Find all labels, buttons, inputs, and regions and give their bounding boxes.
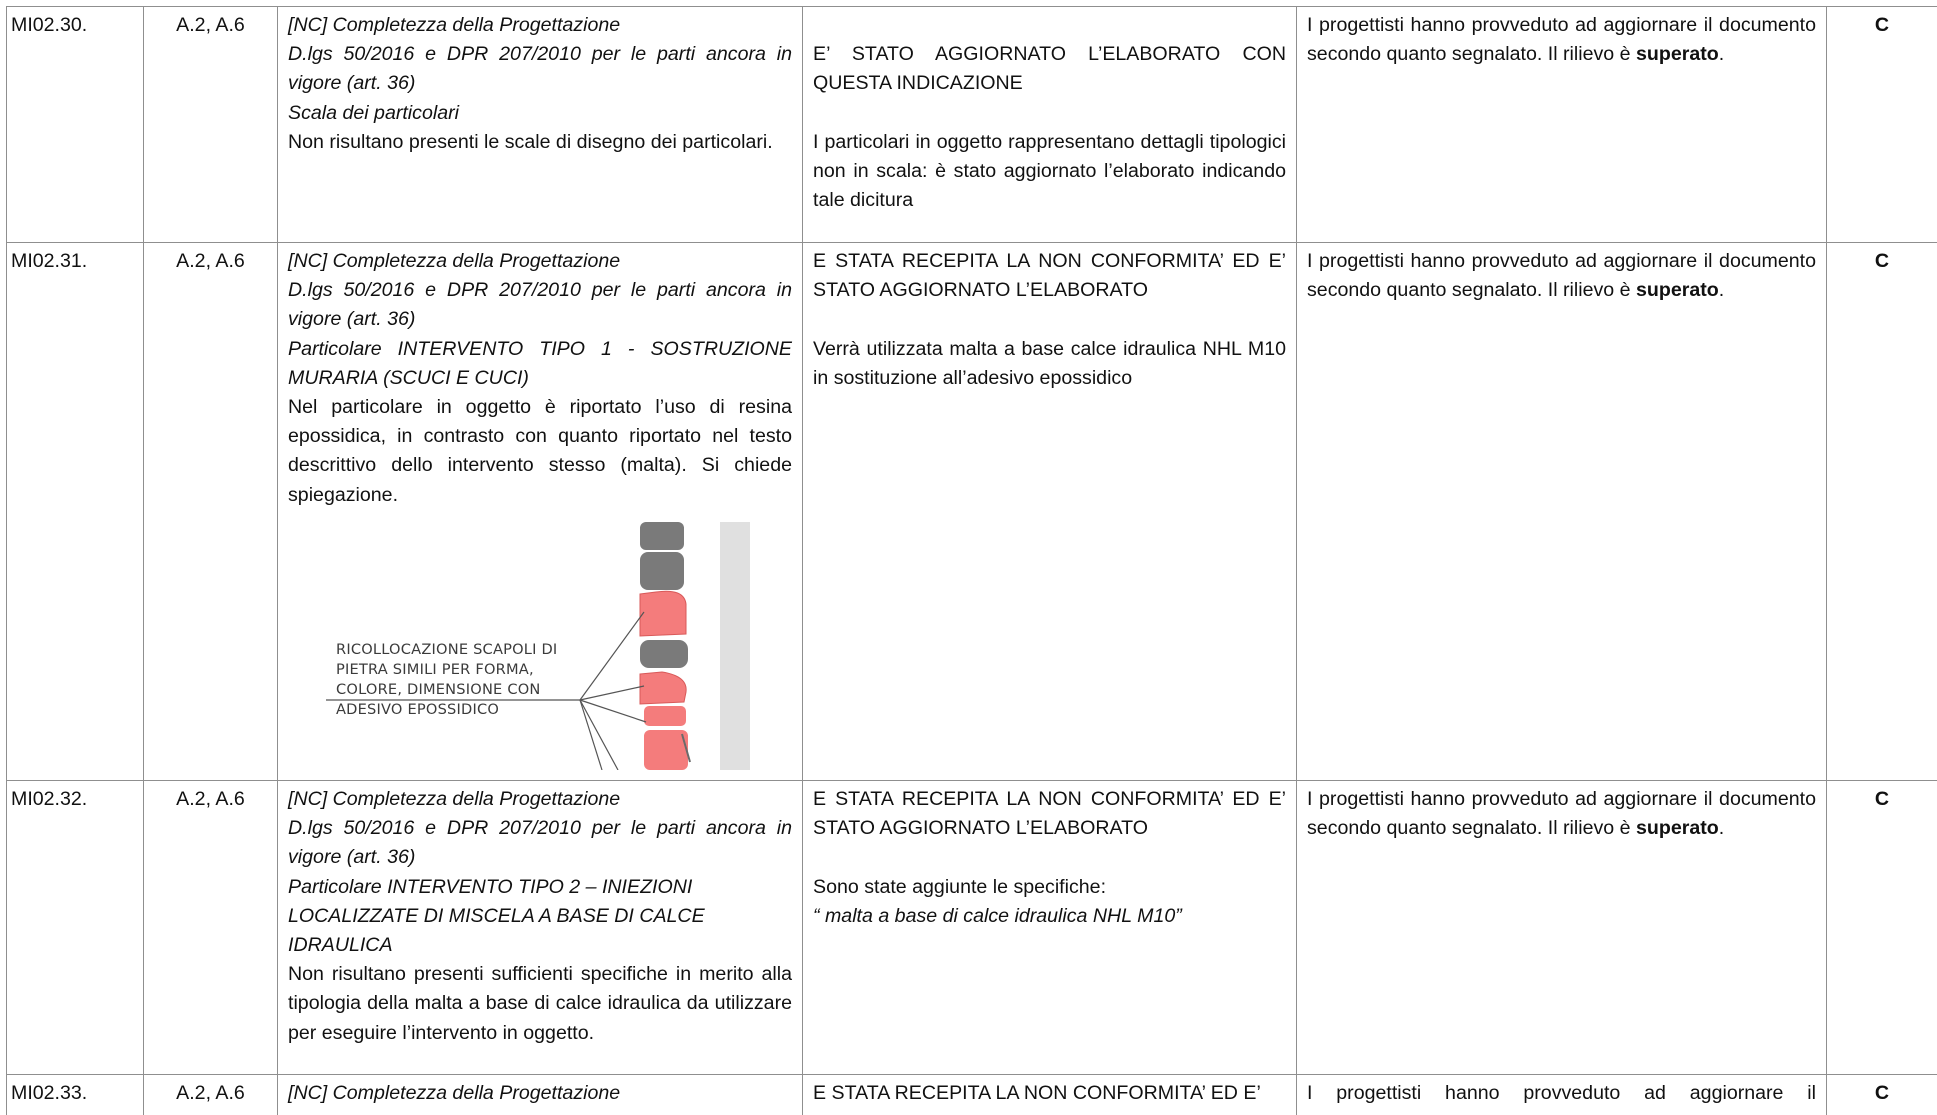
finding-title: [NC] Completezza della Progettazione <box>288 1079 792 1108</box>
finding-cell <box>278 243 803 781</box>
finding-title: [NC] Completezza della Progettazione <box>288 11 792 40</box>
response-cell <box>803 781 1297 1075</box>
row-refs: A.2, A.6 <box>144 243 278 781</box>
table-row <box>7 781 1937 1075</box>
row-refs: A.2, A.6 <box>144 7 278 243</box>
row-code: MI02.30. <box>7 7 144 243</box>
finding-description: Non risultano presenti sufficienti specifiche in merito alla tipologia della malta a base di calce idraulica da utilizzare per eseguire l’intervento in oggetto. <box>288 960 792 1048</box>
esito-badge: C <box>1827 1075 1937 1115</box>
response-heading: E STATA RECEPITA LA NON CONFORMITA’ ED E’ <box>813 1079 1286 1108</box>
finding-subject: Particolare INTERVENTO TIPO 1 - SOSTRUZIONE MURARIA (SCUCI E CUCI) <box>288 335 792 393</box>
response-text: Sono state aggiunte le specifiche: <box>813 873 1286 902</box>
response-heading: E’ STATO AGGIORNATO L’ELABORATO CON QUESTA INDICAZIONE <box>813 40 1286 98</box>
row-code: MI02.31. <box>7 243 144 781</box>
row-refs: A.2, A.6 <box>144 1075 278 1115</box>
evaluation-text: I progettisti hanno provveduto ad aggiornare il <box>1307 1079 1816 1108</box>
masonry-detail-figure <box>288 522 792 770</box>
finding-description: Nel particolare in oggetto è riportato l’uso di resina epossidica, in contrasto con quanto riportato nel testo descrittivo dello intervento stesso (malta). Si chiede spiegazione. <box>288 393 792 510</box>
findings-table <box>6 6 1937 1115</box>
table-row <box>7 7 1937 243</box>
finding-law: D.lgs 50/2016 e DPR 207/2010 per le parti ancora in vigore (art. 36) <box>288 276 792 334</box>
evaluation-cell <box>1297 243 1827 781</box>
response-text: I particolari in oggetto rappresentano dettagli tipologici non in scala: è stato aggiornato l’elaborato indicando tale dicitura <box>813 128 1286 216</box>
esito-badge: C <box>1827 781 1937 1075</box>
finding-cell <box>278 781 803 1075</box>
finding-law: D.lgs 50/2016 e DPR 207/2010 per le parti ancora in vigore (art. 36) <box>288 814 792 872</box>
evaluation-text: I progettisti hanno provveduto ad aggiornare il documento secondo quanto segnalato. Il rilievo è superato. <box>1307 11 1816 69</box>
finding-subject: Particolare INTERVENTO TIPO 2 – INIEZIONI LOCALIZZATE DI MISCELA A BASE DI CALCE IDRAULICA <box>288 873 792 961</box>
response-heading: E STATA RECEPITA LA NON CONFORMITA’ ED E’ STATO AGGIORNATO L’ELABORATO <box>813 785 1286 843</box>
esito-badge: C <box>1827 7 1937 243</box>
finding-law: D.lgs 50/2016 e DPR 207/2010 per le parti ancora in vigore (art. 36) <box>288 40 792 98</box>
response-heading: E STATA RECEPITA LA NON CONFORMITA’ ED E’ STATO AGGIORNATO L’ELABORATO <box>813 247 1286 305</box>
row-code: MI02.32. <box>7 781 144 1075</box>
esito-badge: C <box>1827 243 1937 781</box>
response-quote: “ malta a base di calce idraulica NHL M10” <box>813 902 1286 931</box>
row-refs: A.2, A.6 <box>144 781 278 1075</box>
evaluation-cell <box>1297 7 1827 243</box>
evaluation-text: I progettisti hanno provveduto ad aggiornare il documento secondo quanto segnalato. Il rilievo è superato. <box>1307 247 1816 305</box>
evaluation-cell <box>1297 781 1827 1075</box>
row-code: MI02.33. <box>7 1075 144 1115</box>
response-cell <box>803 7 1297 243</box>
evaluation-text: I progettisti hanno provveduto ad aggiornare il documento secondo quanto segnalato. Il rilievo è superato. <box>1307 785 1816 843</box>
figure-annotation: RICOLLOCAZIONE SCAPOLI DI PIETRA SIMILI PER FORMA, COLORE, DIMENSIONE CON ADESIVO EPOSSIDICO <box>336 640 596 721</box>
finding-subject: Scala dei particolari <box>288 99 792 128</box>
response-cell <box>803 243 1297 781</box>
finding-title: [NC] Completezza della Progettazione <box>288 785 792 814</box>
finding-cell <box>278 7 803 243</box>
finding-title: [NC] Completezza della Progettazione <box>288 247 792 276</box>
table-row <box>7 243 1937 781</box>
finding-description: Non risultano presenti le scale di disegno dei particolari. <box>288 128 792 157</box>
response-text: Verrà utilizzata malta a base calce idraulica NHL M10 in sostituzione all’adesivo epossidico <box>813 335 1286 393</box>
